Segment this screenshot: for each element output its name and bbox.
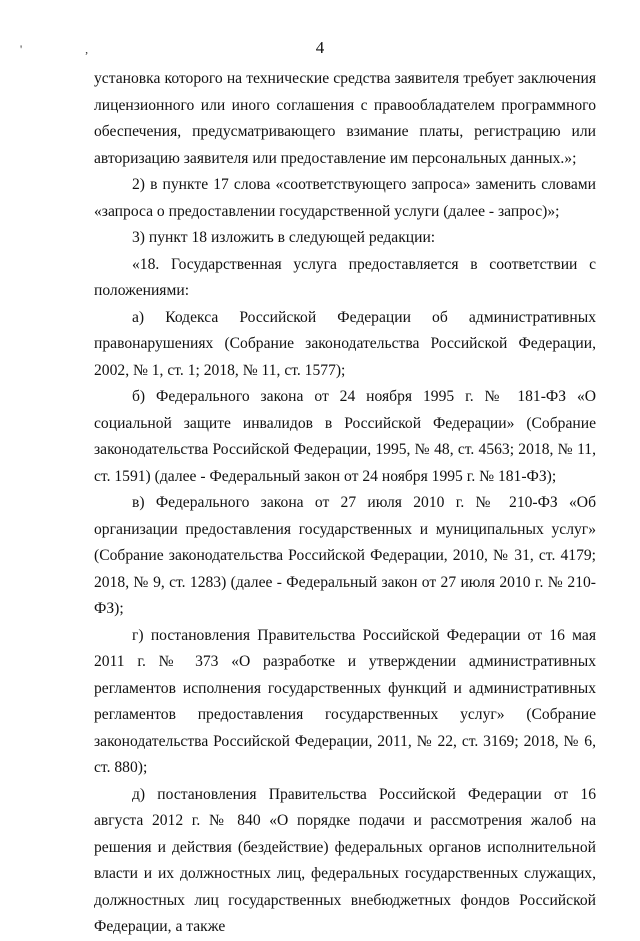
paragraph-continuation: установка которого на технические средства заявителя требует заключения лицензионного или иного соглашения с правообладателем программного обеспечения, предусматривающего взимание платы, регистрацию или авторизацию заявителя или предоставление им персональных данных.»; (94, 70, 596, 167)
document-body (94, 66, 596, 941)
paragraph-subitem-g: г) постановления Правительства Российской Федерации от 16 мая 2011 г. № 373 «О разработке и утверждении административных регламентов исполнения государственных функций и административных регламентов предоставления государственных услуг» (Собрание законодательства Российской Федерации, 2011, № 22, ст. 3169; 2018, № 6, ст. 880); (94, 626, 596, 776)
scan-marks: ' , (20, 42, 119, 56)
paragraph-item-2: 2) в пункте 17 слова «соответствующего запроса» заменить словами «запроса о предоставлении государственной услуги (далее - запрос)»; (94, 176, 596, 220)
paragraph-subitem-a: а) Кодекса Российской Федерации об административных правонарушениях (Собрание законодательства Российской Федерации, 2002, № 1, ст. 1; 2018, № 11, ст. 1577); (94, 308, 596, 379)
paragraph-subitem-v: в) Федерального закона от 27 июля 2010 г. № 210-ФЗ «Об организации предоставления государственных и муниципальных услуг» (Собрание законодательства Российской Федерации, 2010, № 31, ст. 4179; 2018, № 9, ст. 1283) (далее - Федеральный закон от 27 июля 2010 г. № 210-ФЗ); (94, 494, 596, 617)
paragraph-item-3: 3) пункт 18 изложить в следующей редакции: (132, 229, 436, 246)
page-number: 4 (315, 38, 325, 57)
paragraph-subitem-b: б) Федерального закона от 24 ноября 1995 г. № 181-ФЗ «О социальной защите инвалидов в Российской Федерации» (Собрание законодательства Российской Федерации, 1995, № 48, ст. 4563; 2018, № 11, ст. 1591) (далее - Федеральный закон от 24 ноября 1995 г. № 181-ФЗ); (94, 388, 596, 485)
paragraph-clause-18: «18. Государственная услуга предоставляется в соответствии с положениями: (94, 255, 596, 299)
paragraph-subitem-d: д) постановления Правительства Российской Федерации от 16 августа 2012 г. № 840 «О порядке подачи и рассмотрения жалоб на решения и действия (бездействие) федеральных органов исполнительной власти и их должностных лиц, федеральных государственных служащих, должностных лиц государственных внебюджетных фондов Российской Федерации, а также (94, 785, 596, 935)
